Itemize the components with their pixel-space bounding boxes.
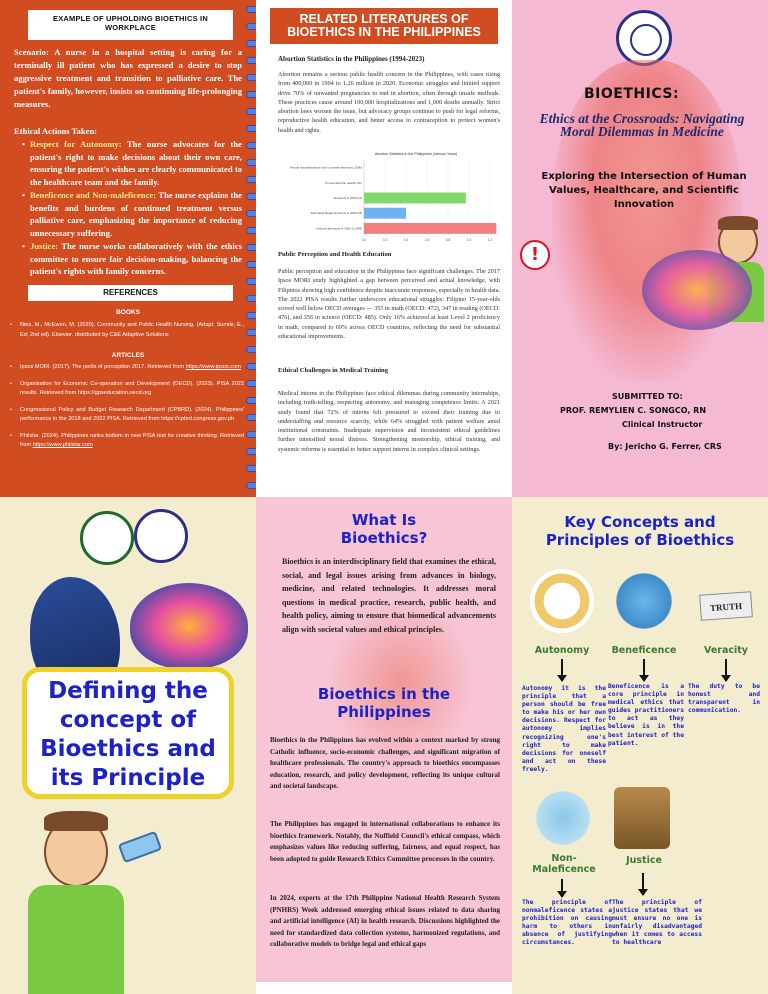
chart-bars: [364, 193, 496, 234]
scenario-text: A nurse in a hospital setting is caring for a terminally ill patient who has expressed a desire to stop aggressive treatment and transition to palliative care. The patient's family, however, insists on continuing life-prolonging measures.: [14, 47, 242, 109]
perception-title: Public Perception and Health Education: [278, 251, 392, 258]
principle-desc: The principle of nonmaleficence states a prohibition on causing harm to others in absence of justifying circumstances.: [522, 899, 612, 947]
chart-x-tick-label: 1.0: [466, 238, 472, 242]
actions-list: [22, 138, 242, 279]
principles-title: [512, 513, 768, 549]
chart-category-label: Induced abortions in 2020 (1.26M): [316, 226, 362, 231]
chart-title: Abortion Statistics in the Philippines (Various Years): [374, 152, 458, 156]
ph-bioethics-title-text: Bioethics in the Philippines: [317, 685, 451, 721]
chart-x-ticks: [362, 238, 493, 242]
literature-banner: RELATED LITERATURES OF BIOETHICS IN THE PHILIPPINES: [270, 8, 498, 44]
article-item: [10, 432, 244, 451]
example-panel: [0, 0, 256, 497]
arrow-down-icon: [643, 659, 645, 677]
principle-name: Autonomy: [534, 645, 590, 656]
chart-category-label: Annual abortion deaths (1k): [325, 180, 362, 185]
references-title: REFERENCES: [28, 285, 233, 301]
definition-title: Defining the concept of Bioethics and its Principle: [40, 678, 216, 791]
perception-text: Public perception and education in the Philippines face significant challenges. The 2017 Ipsos MORI study highlighted a gap between perceived and actual knowledge, with Filipinos showing high confidence despite inaccurate responses, especially in health data. The 2022 PISA results further underscore educational struggles: Filipino 15-year-olds scored well below OECD averages — 355 in math (OECD: 472), 347 in reading (OECD: 476), and 356 in science (OECD: 485). Only 16% achieved at least Level 2 proficiency in math, compared to 69% across OECD countries, reflecting the need for substantial educational improvements.: [278, 268, 500, 341]
chart-bar: [364, 223, 496, 234]
action-text: The nurse advocates for the patient's right to make decisions about their own care, ensuring the patient's wishes are clearly communicated to the healthcare team and the family.: [30, 139, 242, 187]
cover-subtitle: Ethics at the Crossroads: Navigating Moral Dilemmas in Medicine: [539, 111, 745, 139]
arrow-down-icon: [642, 873, 644, 891]
article-item: [10, 380, 244, 399]
chart-category-label: Annual hospitalizations due to unsafe abortions (100k): [289, 165, 362, 170]
principle-desc: Autonomy it is the principle that a person should be free to make his or her own decisions. Respect for autonomy implies recognizing one's right to make decisions for oneself and act on these freely.: [522, 685, 606, 773]
ph-bioethics-text-1: Bioethics in the Philippines has evolved within a context marked by strong Catholic influence, socio-economic challenges, and significant migration of healthcare professionals. The country's approach to bioethics encompasses education, research, and policy development, reflecting its unique cultural and societal landscape.: [270, 736, 500, 791]
chart-x-tick-label: 0.0: [361, 238, 367, 242]
principles-panel: [512, 497, 768, 994]
chart-bar: [364, 193, 466, 204]
articles-label: ARTICLES: [111, 352, 145, 359]
abortion-bar-chart: [276, 148, 500, 248]
article-text: Congressional Policy and Budget Research Department (CPBRD). (2024). Philippines' performance in the 2018 and 2022 PISA. Retrieved from https://cpbrd.congress.gov.ph: [20, 406, 244, 422]
university-seal-icon: [616, 10, 672, 66]
principle-name: Non-Maleficence: [532, 853, 596, 875]
article-item: [10, 406, 244, 425]
action-text: The nurse works collaboratively with the ethics committee to ensure fair decision-making, balancing the patient's rights with family concerns.: [30, 241, 242, 276]
arrow-down-icon: [561, 879, 563, 893]
definition-cover-panel: [0, 497, 256, 994]
principle-desc: The duty to be honest and transparent in communication.: [688, 683, 760, 715]
scenario-paragraph: [14, 46, 242, 111]
chart-category-label: Abortions in 2020 (M): [333, 196, 362, 200]
chart-x-tick-label: 0.4: [403, 238, 409, 242]
ph-bioethics-text-2: The Philippines has engaged in international collaborations to enhance its bioethics framework. Notably, the Nuffield Council's ethical compass, which emphasizes values like reducing suffering, fairness, and equal respect, has been adopted to guide Research Ethics Committee processes in the country.: [270, 820, 500, 863]
principle-desc: Beneficence is a core principle in medical ethics that guides practitioners to act as they believe is in the best interest of the patient.: [608, 683, 684, 747]
what-is-title: [256, 511, 512, 547]
chart-category-label: Estimated illegal abortions in 2000 (M): [310, 211, 362, 216]
article-link[interactable]: https://www.ipsos.com: [185, 364, 241, 370]
exclamation-icon: !: [520, 240, 550, 270]
arrow-down-icon: [561, 659, 563, 677]
article-link[interactable]: https://www.philstar.com: [32, 442, 93, 448]
scenario-label: Scenario:: [14, 47, 49, 57]
chart-x-tick-label: 0.6: [424, 238, 430, 242]
truth-paper-icon: [699, 591, 753, 621]
chart-x-tick-label: 0.2: [382, 238, 388, 242]
college-seal-icon: [80, 511, 134, 565]
article-text: Organisation for Economic Co-operation and Development (OECD). (2023). PISA 2022 results. Retrieved from https://gpseducation.oecd.org: [20, 380, 244, 396]
action-item: [22, 240, 242, 278]
author-name: By: Jericho G. Ferrer, CRS: [608, 442, 722, 451]
articles-list: [10, 363, 244, 458]
abortion-stats-text: Abortion remains a serious public health concern in the Philippines, with cases rising from 400,000 in 1994 to 1.26 million in 2020. Economic struggles and limited support drive 70% of unwanted pregnancies to end in abortion, often through unsafe methods. These practices cause around 100,000 hospitalizations and 1,000 deaths annually. Strict abortion laws worsen the issue, but advocacy groups continue to push for legal reforms, reproductive health education, and better access to contraception to protect women's health and rights.: [278, 71, 500, 134]
professor-role: Clinical Instructor: [622, 420, 703, 429]
book-item: • Nies, M., McEwen, M. (2020). Community and Public Health Nursing. (Adapt. Sumile, E., Ed; 2nd ed). Elsevier. distributed by C&E Adaptive Solutions: [10, 321, 244, 340]
cover-title: BIOETHICS:: [584, 86, 680, 102]
ph-bioethics-text-3: In 2024, experts at the 17th Philippine National Health Research System (PNHRS) Week addressed emerging ethical issues related to data sharing and artificial intelligence (AI) in health research. Discussions highlighted the need for standardized data collection systems, harmonized regulations, and collaborative models to bridge legal and ethical gaps: [270, 894, 500, 949]
professor-name: PROF. REMYLIEN C. SONGCO, RN: [560, 406, 707, 415]
principle-name: Beneficence: [611, 645, 677, 656]
action-item: [22, 189, 242, 239]
what-is-bioethics-panel: [256, 497, 512, 982]
action-item: [22, 138, 242, 188]
anatomical-heart-icon: [552, 60, 742, 380]
books-list: [10, 321, 244, 347]
chart-x-tick-label: 1.2: [487, 238, 493, 242]
principle-desc: The principle of justice states that we must ensure no one is unfairly disadvantaged when it comes to access to healthcare: [612, 899, 702, 947]
submitted-to-label: SUBMITTED TO:: [612, 392, 683, 401]
dove-icon: [612, 569, 676, 633]
truth-label: TRUTH: [709, 600, 743, 614]
action-label: Respect for Autonomy:: [30, 139, 122, 149]
abortion-stats-title: Abortion Statistics in the Philippines (1994-2023): [278, 55, 425, 63]
medical-training-title: Ethical Challenges in Medical Training: [278, 367, 389, 374]
what-is-title-text: What Is Bioethics?: [340, 511, 428, 547]
article-item: [10, 363, 244, 373]
chart-category-labels: [290, 166, 362, 231]
action-text: The nurse explains the benefits and burdens of continued treatment versus palliative care, emphasizing the importance of reducing unnecessary suffering.: [30, 190, 242, 238]
raised-fist-icon: [530, 569, 594, 633]
cover-panel: [512, 0, 768, 497]
arrow-down-icon: [725, 659, 727, 677]
principle-name: Justice: [626, 855, 662, 866]
lady-justice-icon: [614, 787, 670, 849]
article-text: Philstar. (2024). Philippines ranks bottom in new PISA test for creative thinking. Retrieved from: [20, 432, 244, 448]
medical-training-text: Medical interns in the Philippines face ethical dilemmas during community internships, including truth-telling, respecting autonomy, and managing competence limits. A 2021 study found that 72% of interns felt pressured to exceed their training due to understaffing and resource scarcity, while 64% struggled with patient welfare amid institutional constraints. Inadequate supervision and inconsistent ethical guidelines further intensified moral distress. Strengthening mentorship, ethical training, and systemic reforms is essential to better support interns in complex clinical settings.: [278, 390, 500, 453]
what-is-text: Bioethics is an interdisciplinary field that examines the ethical, social, and legal issues arising from advances in biology, medicine, and related technologies. It addresses moral questions in medical practice, research, public health, and health policy, aiming to ensure that biomedical advancements align with societal values and ethical principles.: [282, 557, 496, 634]
literature-panel: [256, 0, 512, 497]
action-label: Beneficence and Non-maleficence:: [30, 190, 157, 200]
cover-tagline: Exploring the Intersection of Human Values, Healthcare, and Scientific Innovation: [541, 171, 747, 210]
principle-name: Veracity: [704, 645, 748, 656]
university-seal-icon: [134, 509, 188, 563]
chart-bar: [364, 208, 406, 219]
heart-hands-icon: [532, 787, 594, 849]
pill-bottle-icon: [118, 831, 162, 863]
actions-heading: Ethical Actions Taken:: [14, 126, 98, 136]
ph-bioethics-title: [256, 685, 512, 721]
brain-icon: [642, 250, 752, 330]
books-label: BOOKS: [116, 309, 140, 316]
principles-title-text: Key Concepts and Principles of Bioethics: [545, 513, 735, 549]
chart-x-tick-label: 0.8: [445, 238, 451, 242]
action-label: Justice:: [30, 241, 59, 251]
article-text: Ipsos MORI. (2017). The perils of perception 2017. Retrieved from: [20, 364, 186, 370]
brain-icon: [130, 583, 248, 669]
example-title: EXAMPLE OF UPHOLDING BIOETHICS IN WORKPLACE: [28, 10, 233, 40]
